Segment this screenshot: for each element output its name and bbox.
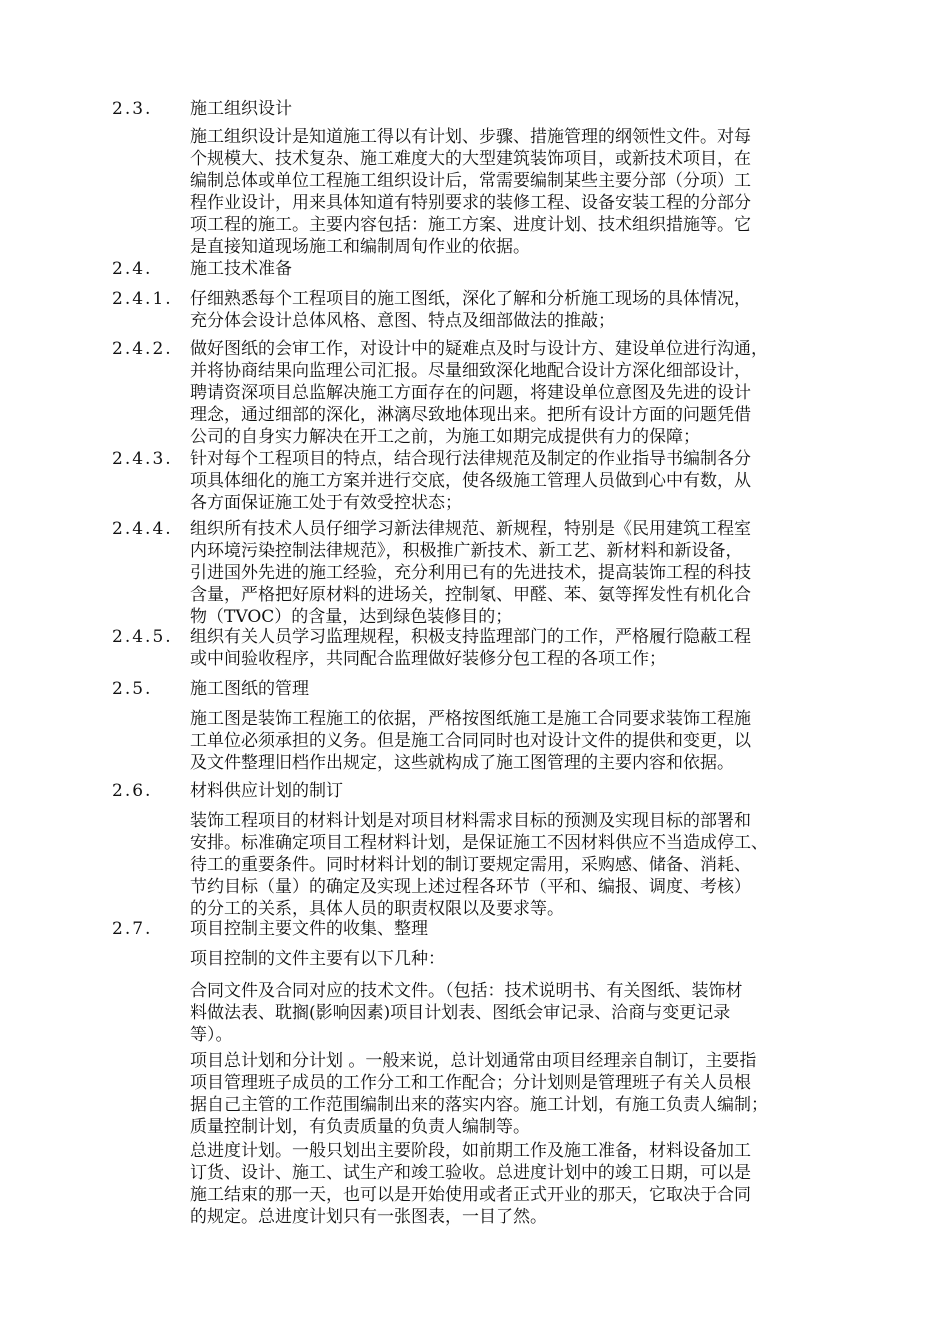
text-line: 是直接知道现场施工和编制周旬作业的依据。 xyxy=(190,237,530,257)
text-line: 内环境污染控制法律规范》，积极推广新技术、新工艺、新材料和新设备， xyxy=(190,541,743,561)
text-line: 总进度计划。一般只划出主要阶段，如前期工作及施工准备，材料设备加工 xyxy=(190,1141,751,1161)
section-heading xyxy=(190,678,842,700)
paragraph-text xyxy=(190,626,842,670)
section-number: 2.5. xyxy=(112,679,153,699)
paragraph-text xyxy=(190,126,842,258)
text-line: 合同文件及合同对应的技术文件。（包括：技术说明书、有关图纸、装饰材 xyxy=(190,981,743,1001)
text-line: 程作业设计，用来具体知道有特别要求的装修工程、设备安装工程的分部分 xyxy=(190,193,751,213)
section-heading xyxy=(190,918,842,940)
section-number: 2.7. xyxy=(112,919,153,939)
text-line: 个规模大、技术复杂、施工难度大的大型建筑装饰项目，或新技术项目，在 xyxy=(190,149,751,169)
text-line: 公司的自身实力解决在开工之前，为施工如期完成提供有力的保障； xyxy=(190,427,700,447)
text-line: 施工图是装饰工程施工的依据，严格按图纸施工是施工合同要求装饰工程施 xyxy=(190,709,751,729)
text-line: 项工程的施工。主要内容包括：施工方案、进度计划、技术组织措施等。它 xyxy=(190,215,751,235)
paragraph-text xyxy=(190,1140,842,1228)
text-line: 料做法表、耽搁(影响因素)项目计划表、图纸会审记录、洽商与变更记录 xyxy=(190,1003,731,1023)
text-line: 材料供应计划的制订 xyxy=(190,781,343,801)
text-line: 装饰工程项目的材料计划是对项目材料需求目标的预测及实现目标的部署和 xyxy=(190,811,751,831)
section-number: 2.4.3. xyxy=(112,449,173,469)
paragraph-text xyxy=(190,708,842,774)
text-line: 节约目标（量）的确定及实现上述过程各环节（平和、编报、调度、考核） xyxy=(190,877,751,897)
text-line: 订货、设计、施工、试生产和竣工验收。总进度计划中的竣工日期，可以是 xyxy=(190,1163,751,1183)
text-line: 引进国外先进的施工经验，充分利用已有的先进技术，提高装饰工程的科技 xyxy=(190,563,751,583)
text-line: 项具体细化的施工方案并进行交底，使各级施工管理人员做到心中有数，从 xyxy=(190,471,751,491)
text-line: 据自己主管的工作范围编制出来的落实内容。施工计划，有施工负责人编制； xyxy=(190,1095,768,1115)
paragraph-text xyxy=(190,448,842,514)
section-number: 2.4.1. xyxy=(112,289,173,309)
paragraph-text xyxy=(190,810,842,920)
text-line: 组织有关人员学习监理规程，积极支持监理部门的工作，严格履行隐蔽工程 xyxy=(190,627,751,647)
text-line: 针对每个工程项目的特点，结合现行法律规范及制定的作业指导书编制各分 xyxy=(190,449,751,469)
paragraph-text xyxy=(190,948,842,970)
section-heading xyxy=(190,258,842,280)
text-line: 物（TVOC）的含量，达到绿色装修目的； xyxy=(190,607,513,627)
paragraph-text xyxy=(190,1050,842,1138)
section-number: 2.4.2. xyxy=(112,339,173,359)
text-line: 并将协商结果向监理公司汇报。尽量细致深化地配合设计方深化细部设计， xyxy=(190,361,751,381)
text-line: 的规定。总进度计划只有一张图表，一目了然。 xyxy=(190,1207,547,1227)
section-number: 2.3. xyxy=(112,99,153,119)
text-line: 组织所有技术人员仔细学习新法律规范、新规程，特别是《民用建筑工程室 xyxy=(190,519,751,539)
text-line: 充分体会设计总体风格、意图、特点及细部做法的推敲； xyxy=(190,311,615,331)
text-line: 工单位必须承担的义务。但是施工合同同时也对设计文件的提供和变更，以 xyxy=(190,731,751,751)
text-line: 项目总计划和分计划 。一般来说，总计划通常由项目经理亲自制订，主要指 xyxy=(190,1051,757,1071)
text-line: 施工结束的那一天，也可以是开始使用或者正式开业的那天，它取决于合同 xyxy=(190,1185,751,1205)
text-line: 项目管理班子成员的工作分工和工作配合；分计划则是管理班子有关人员根 xyxy=(190,1073,751,1093)
text-line: 理念，通过细部的深化，淋漓尽致地体现出来。把所有设计方面的问题凭借 xyxy=(190,405,751,425)
text-line: 项目控制主要文件的收集、整理 xyxy=(190,919,428,939)
section-number: 2.4.4. xyxy=(112,519,173,539)
paragraph-text xyxy=(190,338,842,448)
text-line: 待工的重要条件。同时材料计划的制订要规定需用，采购感、储备、消耗、 xyxy=(190,855,751,875)
text-line: 等）。 xyxy=(190,1025,233,1045)
paragraph-text xyxy=(190,518,842,628)
text-line: 含量，严格把好原材料的进场关，控制氡、甲醛、苯、氨等挥发性有机化合 xyxy=(190,585,751,605)
text-line: 或中间验收程序，共同配合监理做好装修分包工程的各项工作； xyxy=(190,649,666,669)
text-line: 各方面保证施工处于有效受控状态； xyxy=(190,493,462,513)
text-line: 及文件整理旧档作出规定，这些就构成了施工图管理的主要内容和依据。 xyxy=(190,753,734,773)
section-number: 2.4.5. xyxy=(112,627,173,647)
text-line: 仔细熟悉每个工程项目的施工图纸，深化了解和分析施工现场的具体情况， xyxy=(190,289,751,309)
text-line: 质量控制计划，有负责质量的负责人编制等。 xyxy=(190,1117,530,1137)
section-heading xyxy=(190,780,842,802)
text-line: 项目控制的文件主要有以下几种： xyxy=(190,949,445,969)
text-line: 的分工的关系，具体人员的职责权限以及要求等。 xyxy=(190,899,564,919)
paragraph-text xyxy=(190,980,842,1046)
text-line: 安排。标准确定项目工程材料计划，是保证施工不因材料供应不当造成停工、 xyxy=(190,833,768,853)
text-line: 施工图纸的管理 xyxy=(190,679,309,699)
text-line: 施工组织设计 xyxy=(190,99,292,119)
section-number: 2.6. xyxy=(112,781,153,801)
text-line: 施工技术准备 xyxy=(190,259,292,279)
text-line: 聘请资深项目总监解决施工方面存在的问题，将建设单位意图及先进的设计 xyxy=(190,383,751,403)
paragraph-text xyxy=(190,288,842,332)
text-line: 做好图纸的会审工作，对设计中的疑难点及时与设计方、建设单位进行沟通， xyxy=(190,339,768,359)
section-heading xyxy=(190,98,842,120)
section-number: 2.4. xyxy=(112,259,153,279)
text-line: 施工组织设计是知道施工得以有计划、步骤、措施管理的纲领性文件。对每 xyxy=(190,127,751,147)
text-line: 编制总体或单位工程施工组织设计后，常需要编制某些主要分部（分项）工 xyxy=(190,171,751,191)
